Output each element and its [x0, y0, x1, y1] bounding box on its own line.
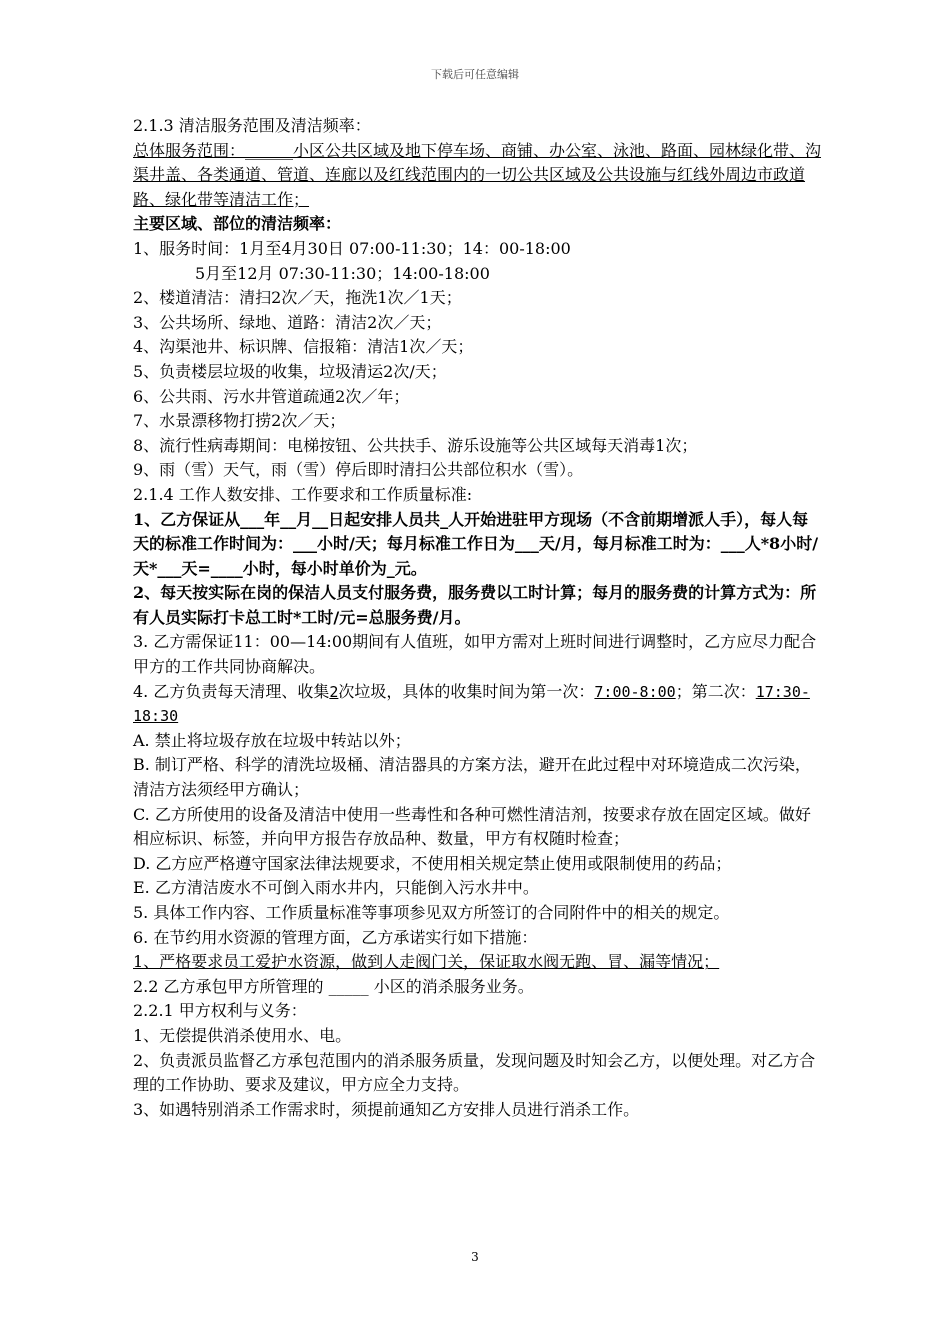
section-heading-2-1-3: 2.1.3 清洁服务范围及清洁频率：: [133, 116, 371, 135]
second-collection-time: 17:30-18:30: [133, 682, 810, 726]
list-item: 7、水景漂移物打捞2次／天；: [133, 411, 346, 431]
staffing-clause: 1、乙方保证从___年__月__日起安排人员共_人开始进驻甲方现场（不含前期增派人手），每人每天的标准工作时间为：___小时/天；每月标准工作日为___天/月，每月标准工时为：___人*8小时/天*___天=____小时，每小时单价为_元。: [133, 509, 819, 578]
list-item: 3、如遇特别消杀工作需求时，须提前通知乙方安排人员进行消杀工作。: [133, 1099, 640, 1119]
list-item: 2、楼道清洁：清扫2次／天，拖洗1次／1天；: [133, 288, 462, 308]
clause-6: 6. 在节约用水资源的管理方面，乙方承诺实行如下措施：: [133, 927, 538, 947]
list-item: 1、无偿提供消杀使用水、电。: [133, 1025, 352, 1045]
cleaning-frequency-heading: 主要区域、部位的清洁频率：: [133, 214, 342, 234]
water-measure-1: 1、严格要求员工爱护水资源，做到人走阀门关，保证取水阀无跑、冒、漏等情况；: [133, 952, 720, 972]
service-time-line-2: 5月至12月 07:30-11:30；14:00-18:00: [195, 263, 490, 283]
clause-5: 5. 具体工作内容、工作质量标准等事项参见双方所签订的合同附件中的相关的规定。: [133, 903, 730, 922]
section-heading-2-2-1: 2.2.1 甲方权利与义务：: [133, 1001, 307, 1021]
rule-b: B. 制订严格、科学的清洗垃圾桶、清洁器具的方案方法，避开在此过程中对环境造成二次污染，清洁方法须经甲方确认；: [133, 755, 811, 800]
document-body: [133, 114, 823, 1122]
rule-a: A. 禁止将垃圾存放在垃圾中转站以外；: [133, 730, 411, 750]
collection-count: 2: [329, 682, 339, 701]
section-heading-2-1-4: 2.1.4 工作人数安排、工作要求和工作质量标准:: [133, 484, 473, 504]
rule-e: E. 乙方清洁废水不可倒入雨水井内，只能倒入污水井中。: [133, 878, 539, 898]
rule-c: C. 乙方所使用的设备及清洁中使用一些毒性和各种可燃性清洁剂，按要求存放在固定区域。做好相应标识、标签，并向甲方报告存放品种、数量，甲方有权随时检查；: [133, 804, 811, 849]
list-item: 2、负责派员监督乙方承包范围内的消杀服务质量，发现问题及时知会乙方，以便处理。对乙方合理的工作协助、要求及建议，甲方应全力支持。: [133, 1050, 816, 1095]
clause-text: ；第二次：: [675, 681, 756, 701]
page-header: 下载后可任意编辑: [431, 68, 519, 81]
clause-text: 4. 乙方负责每天清理、收集: [133, 681, 330, 701]
list-item: 4、沟渠池井、标识牌、信报箱：清洁1次／天；: [133, 337, 474, 357]
fee-clause: 2、每天按实际在岗的保洁人员支付服务费，服务费以工时计算；每月的服务费的计算方式为：所有人员实际打卡总工时*工时/元=总服务费/月。: [133, 583, 817, 627]
list-item: 8、流行性病毒期间：电梯按钮、公共扶手、游乐设施等公共区域每天消毒1次；: [133, 435, 698, 455]
list-item: 9、雨（雪）天气，雨（雪）停后即时清扫公共部位积水（雪）。: [133, 460, 584, 480]
section-heading-2-2: 2.2 乙方承包甲方所管理的 _____ 小区的消杀服务业务。: [133, 976, 534, 996]
garbage-collection-clause: [133, 680, 823, 729]
service-time-line: 1、服务时间：1月至4月30日 07:00-11:30；14：00-18:00: [133, 238, 571, 258]
rule-d: D. 乙方应严格遵守国家法律法规要求，不使用相关规定禁止使用或限制使用的药品；: [133, 853, 732, 873]
first-collection-time: 7:00-8:00: [594, 682, 676, 701]
list-item: 6、公共雨、污水井管道疏通2次／年；: [133, 386, 410, 406]
list-item: 3、公共场所、绿地、道路：清洁2次／天；: [133, 312, 442, 332]
clause-text: 次垃圾，具体的收集时间为第一次：: [338, 681, 595, 701]
list-item: 5、负责楼层垃圾的收集，垃圾清运2次/天；: [133, 361, 447, 381]
page-number: 3: [471, 1250, 479, 1264]
duty-clause: 3. 乙方需保证11：00—14:00期间有人值班，如甲方需对上班时间进行调整时，乙方应尽力配合甲方的工作共同协商解决。: [133, 632, 817, 677]
service-scope-paragraph: 总体服务范围：______小区公共区域及地下停车场、商铺、办公室、泳池、路面、园林绿化带、沟渠井盖、各类通道、管道、连廊以及红线范围内的一切公共区域及公共设施与红线外周边市政道路、绿化带等清洁工作；: [133, 140, 822, 209]
